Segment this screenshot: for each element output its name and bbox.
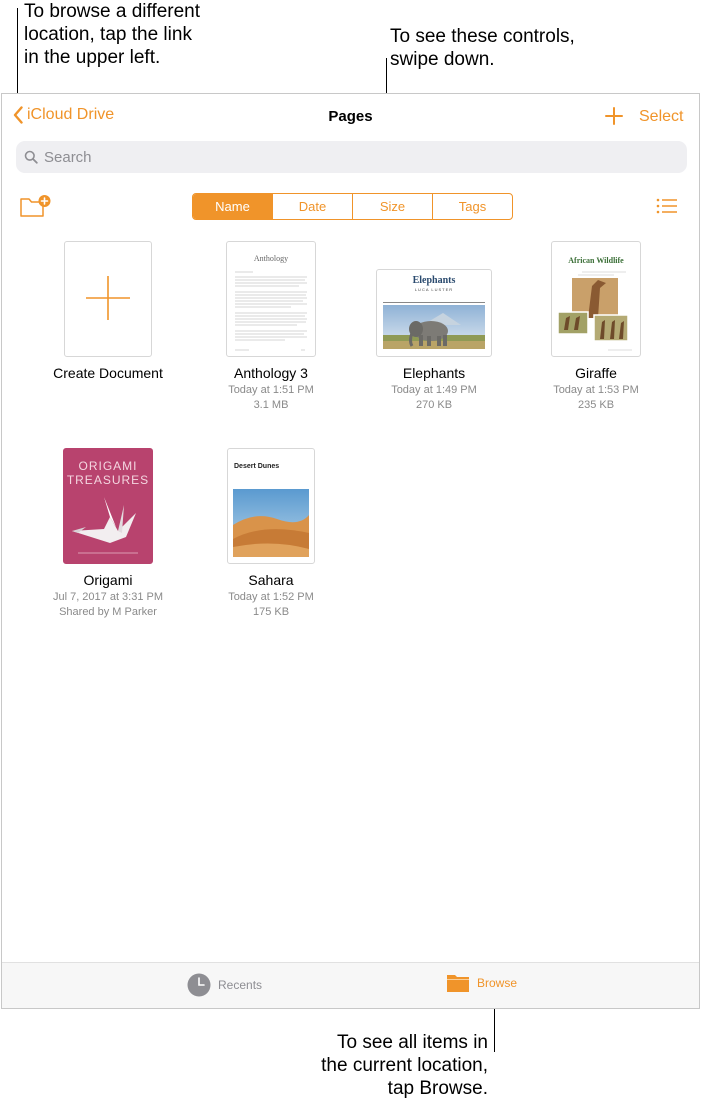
document-date: Today at 1:52 PM: [228, 591, 314, 603]
document-name: Origami: [83, 572, 133, 588]
document-size: 235 KB: [577, 399, 615, 411]
document-name: Anthology 3: [234, 365, 308, 381]
folder-icon: [446, 973, 470, 993]
create-document-item: [28, 241, 188, 381]
document-thumbnail[interactable]: [551, 241, 641, 357]
document-date: Today at 1:53 PM: [553, 384, 639, 396]
tab-recents-label: Recents: [218, 978, 263, 992]
page-title: Pages: [328, 108, 373, 125]
document-date: Today at 1:49 PM: [391, 384, 477, 396]
thumbnail-title: TREASURES: [66, 473, 150, 487]
document-thumbnail[interactable]: [63, 448, 153, 564]
paper-crane-graphic: [64, 487, 152, 557]
callout-swipe-down: To see these controls, swipe down.: [390, 26, 575, 70]
thumbnail-title: ORIGAMI: [78, 459, 138, 473]
document-name: Create Document: [53, 365, 163, 381]
clock-icon: [187, 973, 211, 997]
text-lines-graphic: [227, 266, 315, 356]
plus-icon: [604, 106, 624, 126]
search-input[interactable]: [44, 149, 644, 166]
create-document-button[interactable]: [64, 241, 152, 357]
select-button[interactable]: Select: [639, 108, 684, 125]
thumbnail-title: African Wildlife: [568, 256, 624, 265]
document-name: Elephants: [402, 365, 466, 381]
search-icon: [24, 150, 38, 164]
document-giraffe: [516, 241, 676, 413]
thumbnail-title: Anthology: [253, 254, 289, 263]
giraffe-photos: [552, 266, 640, 356]
add-button[interactable]: [604, 106, 624, 131]
pages-document-browser: [1, 93, 700, 1009]
document-sahara: [191, 448, 351, 620]
desert-photo: [233, 489, 309, 557]
document-thumbnail[interactable]: [227, 448, 315, 564]
thumbnail-divider: [383, 302, 485, 303]
plus-icon: [85, 275, 131, 321]
sort-by-tags[interactable]: Tags: [432, 194, 512, 219]
tab-bar: [2, 962, 699, 1008]
search-bar: [16, 141, 687, 173]
document-size: 175 KB: [252, 606, 290, 618]
tab-recents[interactable]: [187, 973, 262, 997]
document-thumbnail[interactable]: [226, 241, 316, 357]
document-shared-by: Shared by M Parker: [59, 606, 157, 618]
tab-browse[interactable]: [446, 973, 517, 993]
document-elephants: [354, 241, 514, 413]
back-button-label: iCloud Drive: [27, 106, 115, 123]
document-origami: [28, 448, 188, 620]
document-name: Giraffe: [575, 365, 617, 381]
callout-browse-location: To browse a different location, tap the link in the upper left.: [24, 1, 201, 68]
document-date: Jul 7, 2017 at 3:31 PM: [52, 591, 164, 603]
document-size: 270 KB: [415, 399, 453, 411]
document-date: Today at 1:51 PM: [228, 384, 314, 396]
sort-segmented-control: [192, 193, 513, 220]
thumbnail-subtitle: LUCA LUSTER: [414, 287, 454, 292]
document-anthology: [191, 241, 351, 413]
sort-by-name[interactable]: Name: [193, 194, 272, 219]
elephant-photo: [383, 305, 485, 349]
document-size: 3.1 MB: [253, 399, 289, 411]
callout-tap-browse: To see all items in the current location, tap Browse.: [321, 1032, 488, 1099]
thumbnail-title: Desert Dunes: [234, 463, 280, 470]
new-folder-button[interactable]: [19, 194, 53, 223]
list-icon: [656, 198, 678, 214]
tab-browse-label: Browse: [477, 976, 518, 990]
list-view-button[interactable]: [656, 198, 678, 219]
folder-add-icon: [19, 194, 53, 218]
sort-by-date[interactable]: Date: [272, 194, 352, 219]
sort-by-size[interactable]: Size: [352, 194, 432, 219]
document-thumbnail[interactable]: [376, 269, 492, 357]
thumbnail-title: Elephants: [412, 275, 456, 286]
document-name: Sahara: [248, 572, 294, 588]
